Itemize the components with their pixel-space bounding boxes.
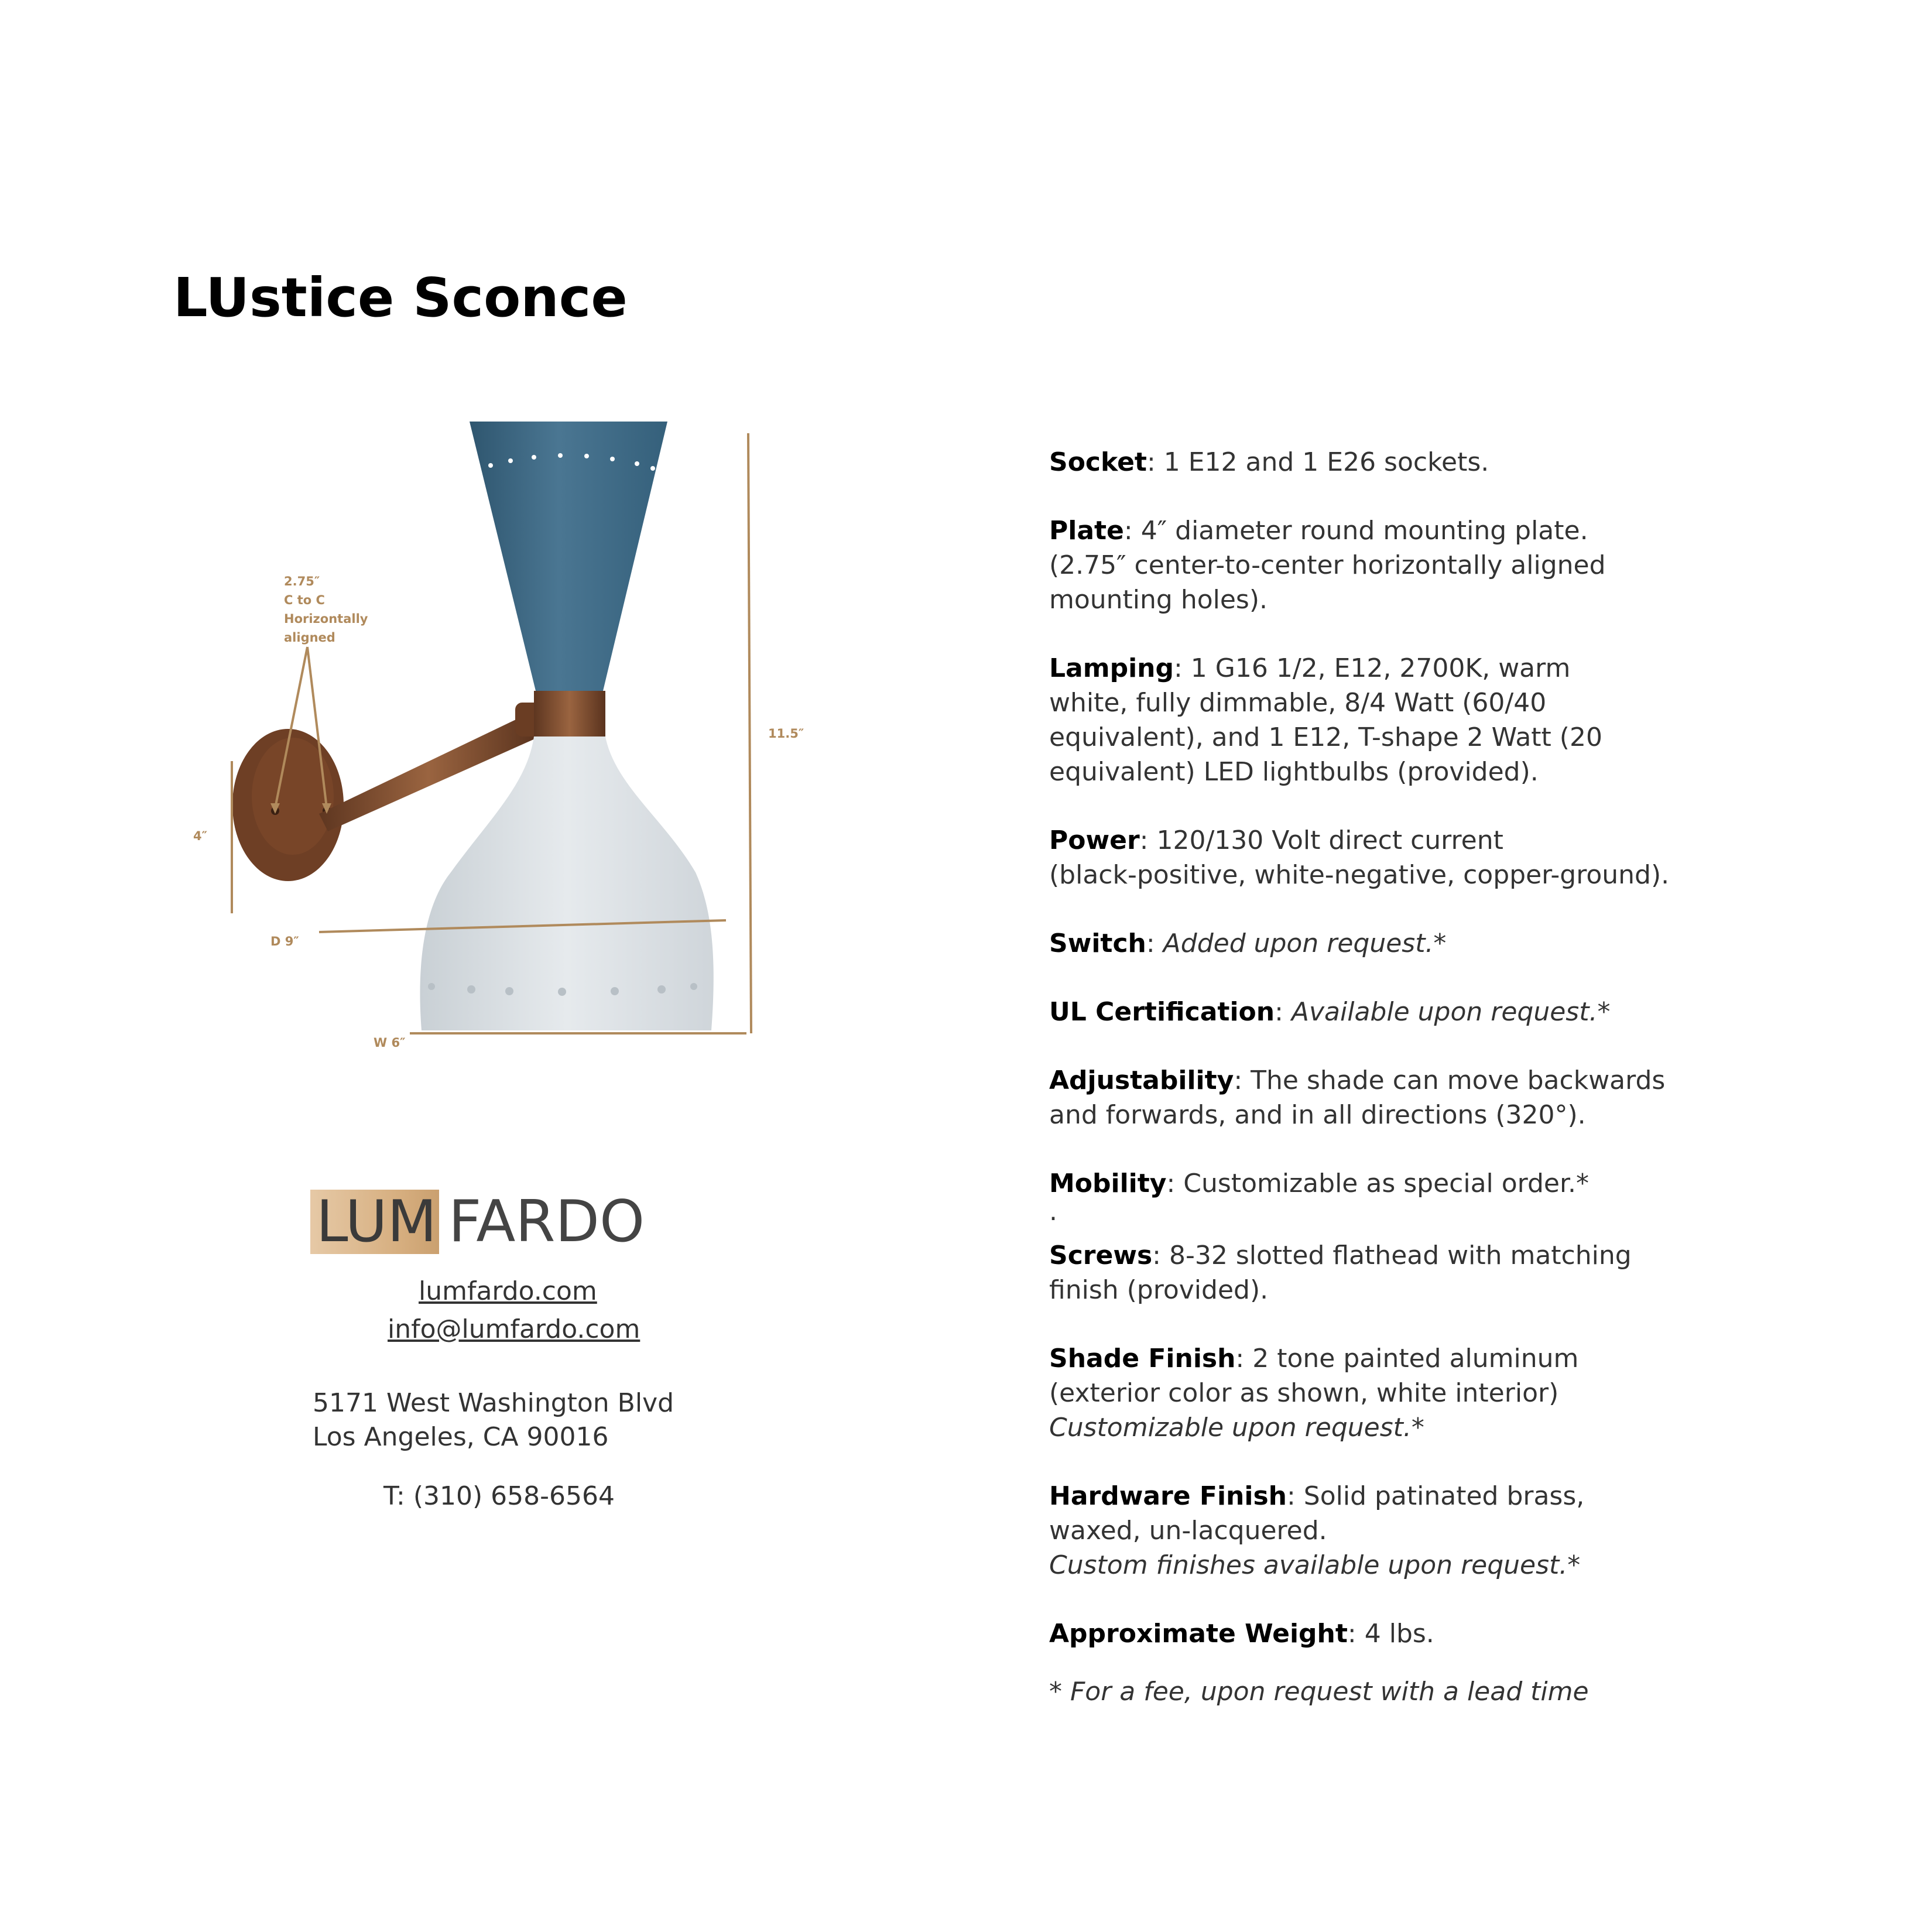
spec-hardware-finish: Hardware Finish: Solid patinated brass, waxed, un-lacquered. Custom finishes available upon request.* xyxy=(1049,1481,1585,1580)
spec-ul-certification: UL Certification: Available upon request.* xyxy=(1049,997,1611,1027)
spec-separator-dot: . xyxy=(1049,1197,1057,1227)
dim-depth-label: D 9″ xyxy=(270,934,299,948)
address-line-1: 5171 West Washington Blvd xyxy=(313,1388,674,1418)
email-link[interactable]: info@lumfardo.com xyxy=(388,1314,640,1344)
spec-shade-finish: Shade Finish: 2 tone painted aluminum (exterior color as shown, white interior) Customizable upon request.* xyxy=(1049,1344,1579,1443)
specifications xyxy=(1049,445,1693,1743)
spec-lamping: Lamping: 1 G16 1/2, E12, 2700K, warm white, fully dimmable, 8/4 Watt (60/40 equivalent), and 1 E12, T-shape 2 Watt (20 equivalent) LED lightbulbs (provided). xyxy=(1049,653,1602,787)
dim-cc-label-1: 2.75″ xyxy=(284,574,320,588)
dim-cc-label-3: Horizontally xyxy=(284,612,368,626)
dim-height-label: 11.5″ xyxy=(768,727,804,741)
lower-shade xyxy=(420,737,713,1030)
spec-adjustability: Adjustability: The shade can move backwards and forwards, and in all directions (320°). xyxy=(1049,1066,1666,1130)
logo-lum: LUM xyxy=(310,1190,439,1254)
address xyxy=(313,1386,674,1454)
logo-fardo: FARDO xyxy=(448,1188,645,1255)
spec-switch: Switch: Added upon request.* xyxy=(1049,929,1447,958)
page-title: LUstice Sconce xyxy=(173,266,628,329)
spec-socket: Socket: 1 E12 and 1 E26 sockets. xyxy=(1049,447,1489,477)
phone: T: (310) 658-6564 xyxy=(383,1481,615,1511)
dim-plate-label: 4″ xyxy=(193,829,207,843)
spec-power: Power: 120/130 Volt direct current (black-positive, white-negative, copper-ground). xyxy=(1049,825,1670,890)
sconce-illustration xyxy=(170,410,825,1066)
dim-width-label: W 6″ xyxy=(374,1036,406,1050)
website-link[interactable]: lumfardo.com xyxy=(419,1276,597,1306)
spec-weight: Approximate Weight: 4 lbs. xyxy=(1049,1619,1434,1649)
spec-mobility: Mobility: Customizable as special order.* xyxy=(1049,1169,1590,1198)
lumfardo-logo xyxy=(310,1190,645,1254)
dim-cc-label-2: C to C xyxy=(284,593,325,607)
brass-collar xyxy=(534,691,605,737)
spec-plate: Plate: 4″ diameter round mounting plate. (2.75″ center-to-center horizontally aligned mounting holes). xyxy=(1049,516,1606,615)
spec-screws: Screws: 8-32 slotted flathead with matching finish (provided). xyxy=(1049,1241,1632,1305)
product-figure xyxy=(170,410,825,1066)
dim-cc-label-4: aligned xyxy=(284,631,335,645)
address-line-2: Los Angeles, CA 90016 xyxy=(313,1422,609,1452)
footnote: * For a fee, upon request with a lead time xyxy=(1049,1677,1589,1707)
